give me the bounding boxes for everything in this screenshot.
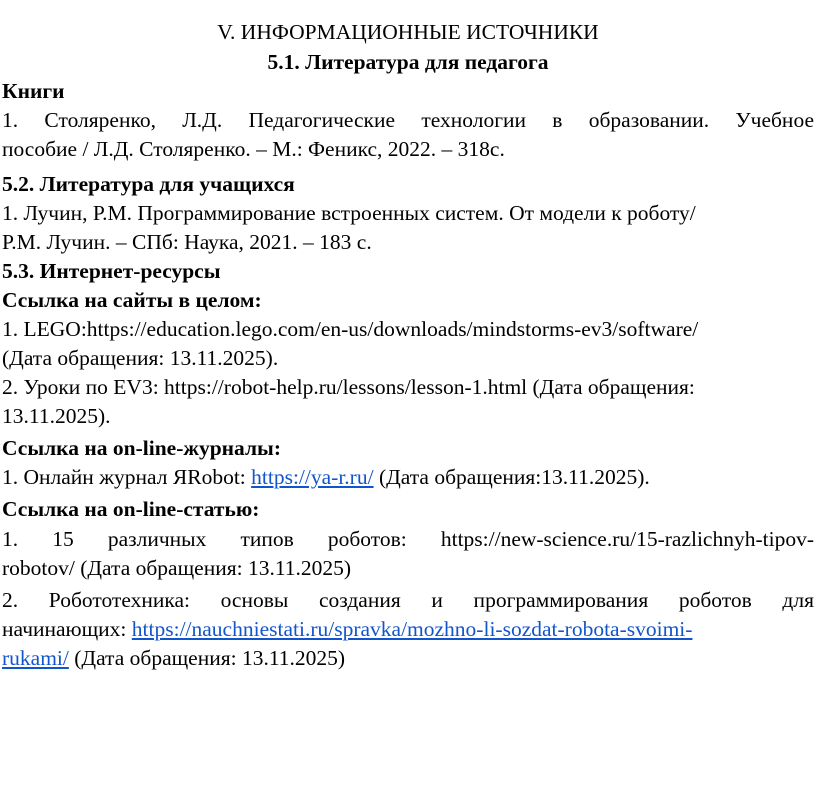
- article-2-line-2: [0, 615, 816, 644]
- teacher-book-1-line-2: пособие / Л.Д. Столяренко. – М.: Феникс, 2022. – 318с.: [2, 137, 505, 161]
- books-heading: Книги: [2, 79, 65, 103]
- journal-1-suffix: (Дата обращения:13.11.2025).: [373, 465, 650, 489]
- article-2-suffix: (Дата обращения: 13.11.2025): [68, 646, 346, 670]
- articles-heading: Ссылка на on-line-статью:: [2, 497, 260, 521]
- journal-1-link[interactable]: https://ya-r.ru/: [251, 465, 374, 489]
- teacher-book-1-line-1: 1. Столяренко, Л.Д. Педагогические технологии в образовании. Учебное: [2, 108, 814, 132]
- site-2-line-2: 13.11.2025).: [2, 404, 111, 428]
- article-2-line-3: [0, 644, 816, 673]
- article-2-line-1: 2. Робототехника: основы создания и программирования роботов для: [2, 588, 814, 612]
- student-book-1-line-1: 1. Лучин, Р.М. Программирование встроенных систем. От модели к роботу/: [2, 201, 696, 225]
- section-title: V. ИНФОРМАЦИОННЫЕ ИСТОЧНИКИ: [217, 20, 599, 44]
- site-1-line-1: 1. LEGO:https://education.lego.com/en-us/downloads/mindstorms-ev3/software/: [2, 317, 699, 341]
- journal-1-prefix: 1. Онлайн журнал ЯRobot:: [2, 465, 252, 489]
- teacher-literature-heading: 5.1. Литература для педагога: [267, 50, 549, 74]
- article-2-prefix: начинающих:: [2, 617, 132, 641]
- student-literature-heading: 5.2. Литература для учащихся: [2, 172, 295, 196]
- sites-heading: Ссылка на сайты в целом:: [2, 288, 262, 312]
- internet-resources-heading: 5.3. Интернет-ресурсы: [2, 259, 221, 283]
- journals-heading: Ссылка на on-line-журналы:: [2, 436, 281, 460]
- journal-1: [0, 463, 816, 492]
- article-1-line-2: robotov/ (Дата обращения: 13.11.2025): [2, 556, 352, 580]
- article-2-link-part-1[interactable]: https://nauchniestati.ru/spravka/mozhno-li-sozdat-robota-svoimi-: [131, 617, 693, 641]
- document-page: [0, 18, 816, 673]
- site-1-line-2: (Дата обращения: 13.11.2025).: [2, 346, 279, 370]
- article-1-line-1: 1. 15 различных типов роботов: https://new-science.ru/15-razlichnyh-tipov-: [2, 527, 814, 551]
- article-2-link-part-2[interactable]: rukami/: [2, 646, 69, 670]
- student-book-1-line-2: Р.М. Лучин. – СПб: Наука, 2021. – 183 с.: [2, 230, 372, 254]
- site-2-line-1: 2. Уроки по EV3: https://robot-help.ru/lessons/lesson-1.html (Дата обращения:: [2, 375, 695, 399]
